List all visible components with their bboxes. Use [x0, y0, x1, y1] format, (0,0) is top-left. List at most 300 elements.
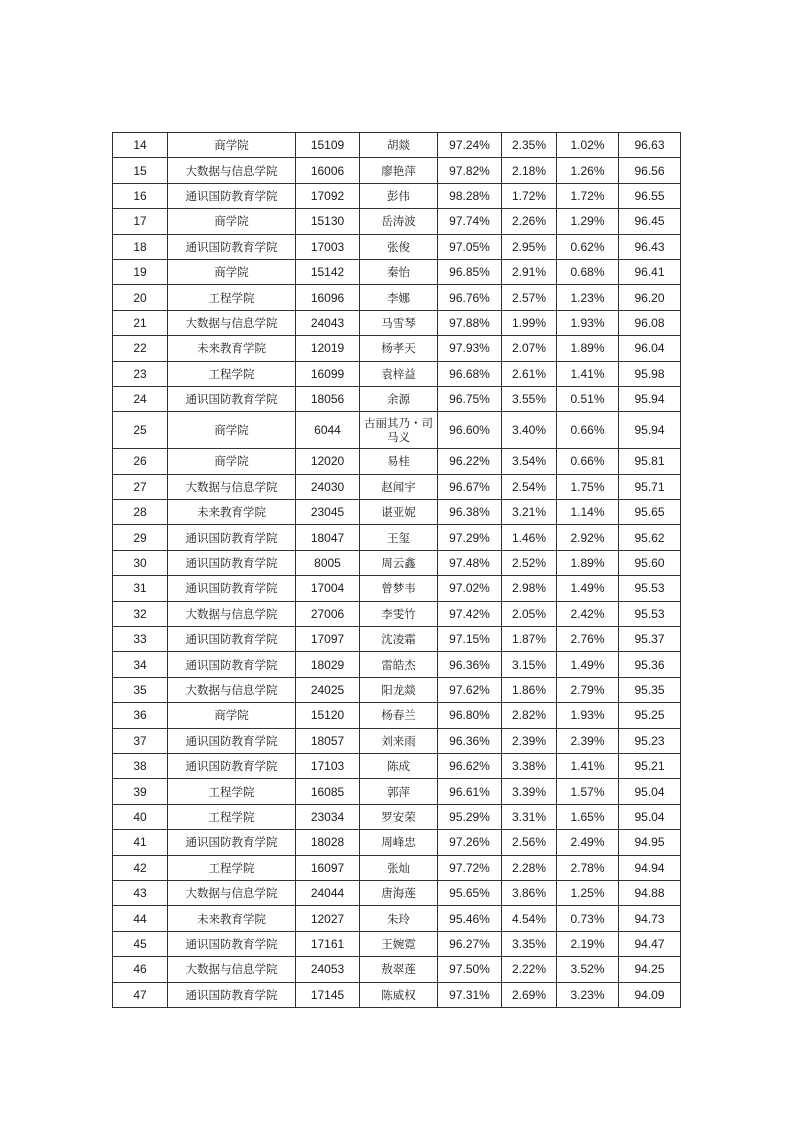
rank-cell: 16 [113, 183, 168, 208]
college-cell: 通识国防教育学院 [168, 753, 296, 778]
rate-3-cell: 1.23% [557, 285, 619, 310]
rate-2-cell: 2.91% [502, 259, 557, 284]
score-cell: 94.95 [619, 830, 681, 855]
name-cell: 赵闻宇 [360, 474, 438, 499]
rank-cell: 23 [113, 361, 168, 386]
table-row [113, 183, 681, 208]
rank-cell: 28 [113, 500, 168, 525]
college-cell: 商学院 [168, 412, 296, 449]
name-cell: 易桂 [360, 449, 438, 474]
rank-cell: 34 [113, 652, 168, 677]
college-cell: 未来教育学院 [168, 336, 296, 361]
score-cell: 95.62 [619, 525, 681, 550]
rate-1-cell: 96.85% [438, 259, 502, 284]
name-cell: 马雪琴 [360, 310, 438, 335]
rank-cell: 24 [113, 386, 168, 411]
score-cell: 95.71 [619, 474, 681, 499]
rate-3-cell: 1.49% [557, 576, 619, 601]
rate-2-cell: 3.86% [502, 880, 557, 905]
name-cell: 曾梦韦 [360, 576, 438, 601]
id-cell: 24043 [296, 310, 360, 335]
name-cell: 王玺 [360, 525, 438, 550]
rank-cell: 36 [113, 703, 168, 728]
rate-2-cell: 2.35% [502, 133, 557, 158]
table-row [113, 474, 681, 499]
table-row [113, 703, 681, 728]
rate-1-cell: 97.02% [438, 576, 502, 601]
college-cell: 通识国防教育学院 [168, 652, 296, 677]
rank-cell: 18 [113, 234, 168, 259]
rank-cell: 29 [113, 525, 168, 550]
rate-1-cell: 95.46% [438, 906, 502, 931]
table-row [113, 677, 681, 702]
rate-3-cell: 3.52% [557, 957, 619, 982]
table-row [113, 804, 681, 829]
id-cell: 27006 [296, 601, 360, 626]
rate-3-cell: 1.65% [557, 804, 619, 829]
rate-3-cell: 0.68% [557, 259, 619, 284]
college-cell: 通识国防教育学院 [168, 830, 296, 855]
college-cell: 工程学院 [168, 855, 296, 880]
ranking-table [112, 132, 681, 1008]
rate-1-cell: 95.65% [438, 880, 502, 905]
rate-2-cell: 2.56% [502, 830, 557, 855]
score-cell: 96.55 [619, 183, 681, 208]
college-cell: 通识国防教育学院 [168, 982, 296, 1007]
rank-cell: 19 [113, 259, 168, 284]
rate-2-cell: 3.38% [502, 753, 557, 778]
rank-cell: 43 [113, 880, 168, 905]
table-row [113, 500, 681, 525]
college-cell: 通识国防教育学院 [168, 550, 296, 575]
score-cell: 96.04 [619, 336, 681, 361]
college-cell: 工程学院 [168, 804, 296, 829]
table-row [113, 336, 681, 361]
rate-3-cell: 1.75% [557, 474, 619, 499]
rate-1-cell: 97.93% [438, 336, 502, 361]
id-cell: 23045 [296, 500, 360, 525]
name-cell: 李娜 [360, 285, 438, 310]
score-cell: 96.41 [619, 259, 681, 284]
id-cell: 6044 [296, 412, 360, 449]
rate-1-cell: 97.31% [438, 982, 502, 1007]
id-cell: 17097 [296, 627, 360, 652]
score-cell: 95.94 [619, 386, 681, 411]
name-cell: 周云鑫 [360, 550, 438, 575]
rate-3-cell: 1.29% [557, 209, 619, 234]
table-row [113, 753, 681, 778]
rate-1-cell: 97.82% [438, 158, 502, 183]
rate-2-cell: 2.57% [502, 285, 557, 310]
college-cell: 商学院 [168, 259, 296, 284]
score-cell: 95.04 [619, 779, 681, 804]
name-cell: 余源 [360, 386, 438, 411]
id-cell: 17103 [296, 753, 360, 778]
rate-2-cell: 1.72% [502, 183, 557, 208]
college-cell: 通识国防教育学院 [168, 728, 296, 753]
score-cell: 94.88 [619, 880, 681, 905]
rate-1-cell: 96.60% [438, 412, 502, 449]
name-cell: 刘来雨 [360, 728, 438, 753]
rank-cell: 14 [113, 133, 168, 158]
score-cell: 96.43 [619, 234, 681, 259]
rate-2-cell: 2.26% [502, 209, 557, 234]
rate-2-cell: 2.22% [502, 957, 557, 982]
rate-1-cell: 97.72% [438, 855, 502, 880]
college-cell: 通识国防教育学院 [168, 386, 296, 411]
rate-3-cell: 1.89% [557, 550, 619, 575]
id-cell: 8005 [296, 550, 360, 575]
rank-cell: 32 [113, 601, 168, 626]
name-cell: 罗安荣 [360, 804, 438, 829]
id-cell: 18029 [296, 652, 360, 677]
college-cell: 大数据与信息学院 [168, 957, 296, 982]
college-cell: 大数据与信息学院 [168, 310, 296, 335]
id-cell: 16097 [296, 855, 360, 880]
id-cell: 17145 [296, 982, 360, 1007]
id-cell: 17092 [296, 183, 360, 208]
rate-1-cell: 96.75% [438, 386, 502, 411]
rank-cell: 38 [113, 753, 168, 778]
college-cell: 大数据与信息学院 [168, 880, 296, 905]
rate-3-cell: 2.78% [557, 855, 619, 880]
college-cell: 商学院 [168, 209, 296, 234]
college-cell: 通识国防教育学院 [168, 234, 296, 259]
name-cell: 古丽其乃・司马义 [360, 412, 438, 449]
rate-3-cell: 0.66% [557, 412, 619, 449]
college-cell: 大数据与信息学院 [168, 677, 296, 702]
score-cell: 94.94 [619, 855, 681, 880]
college-cell: 未来教育学院 [168, 500, 296, 525]
name-cell: 陈成 [360, 753, 438, 778]
score-cell: 95.98 [619, 361, 681, 386]
rank-cell: 33 [113, 627, 168, 652]
name-cell: 杨春兰 [360, 703, 438, 728]
score-cell: 95.25 [619, 703, 681, 728]
rate-1-cell: 96.67% [438, 474, 502, 499]
rate-2-cell: 2.28% [502, 855, 557, 880]
table-row [113, 652, 681, 677]
rank-cell: 22 [113, 336, 168, 361]
rate-2-cell: 4.54% [502, 906, 557, 931]
id-cell: 15142 [296, 259, 360, 284]
rate-3-cell: 2.42% [557, 601, 619, 626]
id-cell: 16099 [296, 361, 360, 386]
rate-2-cell: 3.55% [502, 386, 557, 411]
id-cell: 12019 [296, 336, 360, 361]
rate-3-cell: 1.49% [557, 652, 619, 677]
rate-1-cell: 96.38% [438, 500, 502, 525]
rate-1-cell: 96.27% [438, 931, 502, 956]
rate-2-cell: 2.07% [502, 336, 557, 361]
college-cell: 商学院 [168, 133, 296, 158]
id-cell: 12020 [296, 449, 360, 474]
id-cell: 16085 [296, 779, 360, 804]
table-row [113, 601, 681, 626]
college-cell: 工程学院 [168, 361, 296, 386]
rate-3-cell: 2.39% [557, 728, 619, 753]
table-row [113, 386, 681, 411]
rate-1-cell: 96.36% [438, 728, 502, 753]
rate-2-cell: 2.54% [502, 474, 557, 499]
rank-cell: 20 [113, 285, 168, 310]
id-cell: 15120 [296, 703, 360, 728]
rank-cell: 17 [113, 209, 168, 234]
rate-1-cell: 97.50% [438, 957, 502, 982]
rank-cell: 42 [113, 855, 168, 880]
name-cell: 雷皓杰 [360, 652, 438, 677]
rate-2-cell: 2.82% [502, 703, 557, 728]
rate-2-cell: 2.05% [502, 601, 557, 626]
rate-3-cell: 1.72% [557, 183, 619, 208]
rate-1-cell: 96.22% [438, 449, 502, 474]
rank-cell: 26 [113, 449, 168, 474]
rate-3-cell: 1.57% [557, 779, 619, 804]
name-cell: 秦怡 [360, 259, 438, 284]
rate-3-cell: 0.62% [557, 234, 619, 259]
table-row [113, 449, 681, 474]
college-cell: 大数据与信息学院 [168, 601, 296, 626]
table-row [113, 982, 681, 1007]
table-row [113, 576, 681, 601]
college-cell: 商学院 [168, 703, 296, 728]
rate-3-cell: 0.73% [557, 906, 619, 931]
rate-3-cell: 3.23% [557, 982, 619, 1007]
rate-2-cell: 2.52% [502, 550, 557, 575]
table-row [113, 285, 681, 310]
name-cell: 王婉霓 [360, 931, 438, 956]
rank-cell: 15 [113, 158, 168, 183]
name-cell: 谌亚妮 [360, 500, 438, 525]
rank-cell: 37 [113, 728, 168, 753]
rate-1-cell: 96.62% [438, 753, 502, 778]
rate-1-cell: 97.88% [438, 310, 502, 335]
table-row [113, 361, 681, 386]
score-cell: 95.36 [619, 652, 681, 677]
name-cell: 阳龙燚 [360, 677, 438, 702]
rate-3-cell: 1.14% [557, 500, 619, 525]
table-row [113, 310, 681, 335]
table-row [113, 880, 681, 905]
table-row [113, 931, 681, 956]
id-cell: 24044 [296, 880, 360, 905]
table-row [113, 957, 681, 982]
name-cell: 唐海莲 [360, 880, 438, 905]
score-cell: 96.08 [619, 310, 681, 335]
rate-2-cell: 3.21% [502, 500, 557, 525]
rate-3-cell: 1.25% [557, 880, 619, 905]
score-cell: 94.47 [619, 931, 681, 956]
rate-3-cell: 2.79% [557, 677, 619, 702]
score-cell: 95.81 [619, 449, 681, 474]
rate-2-cell: 1.87% [502, 627, 557, 652]
college-cell: 大数据与信息学院 [168, 158, 296, 183]
rank-cell: 21 [113, 310, 168, 335]
college-cell: 通识国防教育学院 [168, 931, 296, 956]
rate-2-cell: 2.18% [502, 158, 557, 183]
score-cell: 94.09 [619, 982, 681, 1007]
rate-1-cell: 97.62% [438, 677, 502, 702]
rate-3-cell: 2.19% [557, 931, 619, 956]
rate-2-cell: 3.31% [502, 804, 557, 829]
rate-2-cell: 2.95% [502, 234, 557, 259]
rate-2-cell: 3.35% [502, 931, 557, 956]
id-cell: 12027 [296, 906, 360, 931]
rate-2-cell: 1.99% [502, 310, 557, 335]
id-cell: 17003 [296, 234, 360, 259]
id-cell: 23034 [296, 804, 360, 829]
rank-cell: 44 [113, 906, 168, 931]
rank-cell: 35 [113, 677, 168, 702]
rate-3-cell: 1.41% [557, 753, 619, 778]
score-cell: 95.35 [619, 677, 681, 702]
rate-3-cell: 1.93% [557, 703, 619, 728]
score-cell: 95.60 [619, 550, 681, 575]
rate-1-cell: 97.05% [438, 234, 502, 259]
table-row [113, 209, 681, 234]
rate-3-cell: 1.26% [557, 158, 619, 183]
rate-1-cell: 98.28% [438, 183, 502, 208]
id-cell: 15109 [296, 133, 360, 158]
rate-1-cell: 96.61% [438, 779, 502, 804]
rate-1-cell: 95.29% [438, 804, 502, 829]
rate-1-cell: 97.29% [438, 525, 502, 550]
score-cell: 94.25 [619, 957, 681, 982]
rate-2-cell: 1.86% [502, 677, 557, 702]
score-cell: 96.63 [619, 133, 681, 158]
college-cell: 商学院 [168, 449, 296, 474]
name-cell: 袁梓益 [360, 361, 438, 386]
rank-cell: 47 [113, 982, 168, 1007]
table-row [113, 525, 681, 550]
name-cell: 杨孝天 [360, 336, 438, 361]
name-cell: 廖艳萍 [360, 158, 438, 183]
rate-3-cell: 2.92% [557, 525, 619, 550]
rate-2-cell: 2.69% [502, 982, 557, 1007]
rate-3-cell: 1.93% [557, 310, 619, 335]
score-cell: 96.20 [619, 285, 681, 310]
rate-2-cell: 2.98% [502, 576, 557, 601]
id-cell: 18056 [296, 386, 360, 411]
college-cell: 大数据与信息学院 [168, 474, 296, 499]
table-row [113, 627, 681, 652]
rate-1-cell: 97.74% [438, 209, 502, 234]
rate-2-cell: 3.40% [502, 412, 557, 449]
rate-1-cell: 96.80% [438, 703, 502, 728]
score-cell: 95.53 [619, 576, 681, 601]
score-cell: 94.73 [619, 906, 681, 931]
table-row [113, 779, 681, 804]
college-cell: 通识国防教育学院 [168, 627, 296, 652]
name-cell: 岳涛波 [360, 209, 438, 234]
college-cell: 未来教育学院 [168, 906, 296, 931]
score-cell: 95.65 [619, 500, 681, 525]
college-cell: 工程学院 [168, 285, 296, 310]
rate-1-cell: 96.36% [438, 652, 502, 677]
name-cell: 张灿 [360, 855, 438, 880]
score-cell: 96.56 [619, 158, 681, 183]
rank-cell: 25 [113, 412, 168, 449]
table-row [113, 728, 681, 753]
id-cell: 18047 [296, 525, 360, 550]
name-cell: 胡燚 [360, 133, 438, 158]
table-row [113, 133, 681, 158]
score-cell: 96.45 [619, 209, 681, 234]
id-cell: 16096 [296, 285, 360, 310]
table-row [113, 412, 681, 449]
table-row [113, 906, 681, 931]
rank-cell: 30 [113, 550, 168, 575]
id-cell: 15130 [296, 209, 360, 234]
id-cell: 24053 [296, 957, 360, 982]
table-body [113, 133, 681, 1008]
id-cell: 24030 [296, 474, 360, 499]
rank-cell: 40 [113, 804, 168, 829]
rank-cell: 45 [113, 931, 168, 956]
id-cell: 24025 [296, 677, 360, 702]
name-cell: 沈凌霜 [360, 627, 438, 652]
rate-1-cell: 97.24% [438, 133, 502, 158]
id-cell: 17161 [296, 931, 360, 956]
college-cell: 通识国防教育学院 [168, 183, 296, 208]
rate-1-cell: 97.42% [438, 601, 502, 626]
name-cell: 敖翠莲 [360, 957, 438, 982]
rate-1-cell: 97.26% [438, 830, 502, 855]
score-cell: 95.04 [619, 804, 681, 829]
rate-2-cell: 3.54% [502, 449, 557, 474]
rank-cell: 27 [113, 474, 168, 499]
rate-3-cell: 2.76% [557, 627, 619, 652]
score-cell: 95.53 [619, 601, 681, 626]
rate-2-cell: 3.15% [502, 652, 557, 677]
id-cell: 18028 [296, 830, 360, 855]
rate-2-cell: 2.61% [502, 361, 557, 386]
college-cell: 通识国防教育学院 [168, 525, 296, 550]
score-cell: 95.37 [619, 627, 681, 652]
name-cell: 周峰忠 [360, 830, 438, 855]
score-cell: 95.23 [619, 728, 681, 753]
rate-1-cell: 96.76% [438, 285, 502, 310]
college-cell: 通识国防教育学院 [168, 576, 296, 601]
score-cell: 95.94 [619, 412, 681, 449]
name-cell: 彭伟 [360, 183, 438, 208]
name-cell: 张俊 [360, 234, 438, 259]
rate-2-cell: 2.39% [502, 728, 557, 753]
rate-1-cell: 96.68% [438, 361, 502, 386]
rate-2-cell: 3.39% [502, 779, 557, 804]
id-cell: 16006 [296, 158, 360, 183]
name-cell: 郭萍 [360, 779, 438, 804]
rank-cell: 31 [113, 576, 168, 601]
name-cell: 陈威权 [360, 982, 438, 1007]
name-cell: 朱玲 [360, 906, 438, 931]
rate-3-cell: 0.51% [557, 386, 619, 411]
rate-3-cell: 0.66% [557, 449, 619, 474]
rate-3-cell: 1.89% [557, 336, 619, 361]
score-cell: 95.21 [619, 753, 681, 778]
rate-1-cell: 97.48% [438, 550, 502, 575]
rate-3-cell: 2.49% [557, 830, 619, 855]
rate-3-cell: 1.41% [557, 361, 619, 386]
table-row [113, 259, 681, 284]
id-cell: 18057 [296, 728, 360, 753]
name-cell: 李雯竹 [360, 601, 438, 626]
college-cell: 工程学院 [168, 779, 296, 804]
table-row [113, 158, 681, 183]
rate-2-cell: 1.46% [502, 525, 557, 550]
rate-3-cell: 1.02% [557, 133, 619, 158]
id-cell: 17004 [296, 576, 360, 601]
